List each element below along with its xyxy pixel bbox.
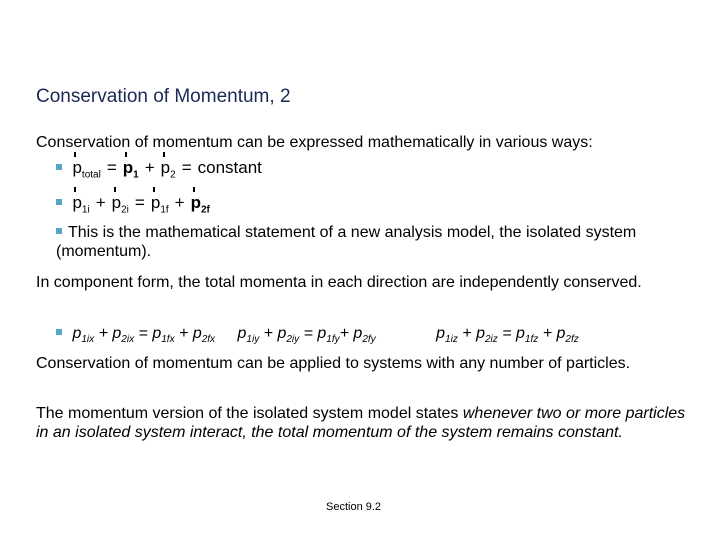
model-text: The momentum version of the isolated system model states whenever two or more particles in an isolated system interact, the total momentum of the system remains constant.	[36, 405, 686, 441]
model-text-italic: whenever two or more particles in an isolated system interact, the total momentum of the system remains constant.	[36, 405, 686, 441]
bullet-isolated-system: This is the mathematical statement of a new analysis model, the isolated system (momentum).	[56, 224, 637, 260]
bullet-square-icon	[56, 329, 62, 335]
y-component-equation: $p_{1iy} + p_{2iy} = p_{1fy}+ p_{2fy}$	[237, 325, 376, 346]
apply-text: Conservation of momentum can be applied to systems with any number of particles.	[36, 355, 631, 372]
footer-section: Section 9.2	[326, 501, 382, 513]
x-component-equation: $p_{1ix} + p_{2ix} = p_{1fx} + p_{2fx}$	[72, 325, 216, 346]
z-component-equation: $p_{1iz} + p_{2iz} = p_{1fz} + p_{2fz}$	[436, 325, 579, 346]
intro-text: Conservation of momentum can be expressed mathematically in various ways:	[36, 134, 593, 151]
bullet-square-icon	[56, 164, 62, 170]
equation-1: $p_{total}$ = $p_1$ + $p_2$ = constant	[56, 158, 262, 184]
bullet-square-icon	[56, 228, 62, 234]
slide-title: Conservation of Momentum, 2	[36, 86, 291, 107]
component-text: In component form, the total momenta in each direction are independently conserved.	[36, 274, 642, 291]
equation-2: $p_{1i}$ + $p_{2i}$ = $p_{1f}$ + $p_{2f}$	[56, 193, 210, 219]
component-equations	[56, 324, 579, 349]
bullet-square-icon	[56, 199, 62, 205]
